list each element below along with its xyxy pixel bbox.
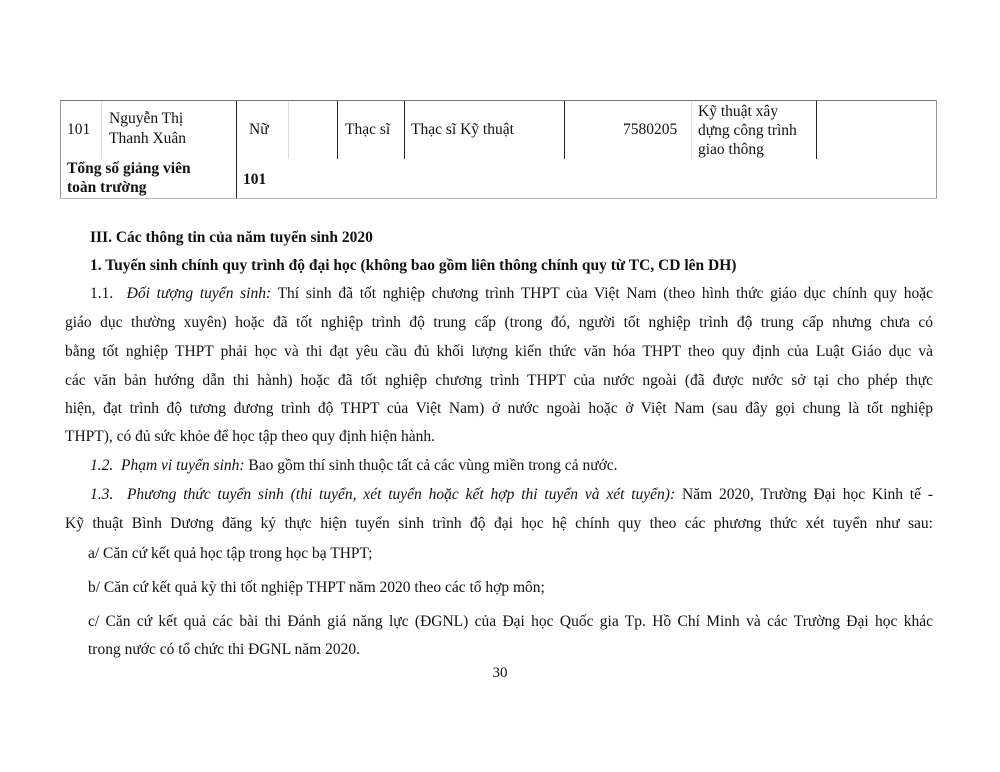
row-major-line3: giao thông [698,141,764,158]
column-divider [236,101,237,198]
lecturer-table [60,100,937,199]
paragraph-text: Năm 2020, Trường Đại học Kinh tế - [675,486,934,503]
column-divider [691,101,692,159]
section-subheading: 1. Tuyển sinh chính quy trình độ đại học (không bao gồm liên thông chính quy từ TC, CD lên DH) [90,257,737,274]
paragraph-number: 1.3. [90,486,114,503]
method-c-line1: c/ Căn cứ kết quả các bài thi Đánh giá năng lực (ĐGNL) của Đại học Quốc gia Tp. Hồ Chí Minh và các Trường Đại học khác [88,613,933,630]
column-divider [288,101,289,159]
paragraph-1-3-line2: Kỹ thuật Bình Dương đăng ký thực hiện tuyển sinh trình độ đại học hệ chính quy theo các phương thức xét tuyển như sau: [65,515,933,532]
total-label-line2: toàn trường [67,179,147,196]
paragraph-title: Đối tượng tuyển sinh: [126,285,272,302]
paragraph-text: Bao gồm thí sinh thuộc tất cả các vùng miền trong cả nước. [244,457,618,474]
paragraph-number: 1.1. [90,285,114,302]
column-divider [101,101,102,159]
row-name-line1: Nguyễn Thị [109,110,184,127]
paragraph-title: Phạm vi tuyển sinh: [121,457,245,474]
paragraph-number: 1.2. [90,457,114,474]
column-divider [816,101,817,159]
method-a: a/ Căn cứ kết quả học tập trong học bạ THPT; [88,545,373,562]
row-degree: Thạc sĩ [345,121,391,138]
paragraph-1-1-line3: bằng tốt nghiệp THPT phải học và thi đạt yêu cầu đủ khối lượng kiến thức văn hóa THPT theo quy định của Luật Giáo dục và [65,343,933,360]
row-stt: 101 [67,121,91,138]
page-number: 30 [492,665,508,681]
paragraph-1-1-line5: hiện, đạt trình độ tương đương trình độ THPT của Việt Nam) ở nước ngoài hoặc ở Việt Nam (sau đây gọi chung là tốt nghiệp [65,400,933,417]
paragraph-1-1-line2: giáo dục thường xuyên) hoặc đã tốt nghiệp trình độ trung cấp (trong đó, người tốt nghiệp trình độ trung cấp nhưng chưa có [65,314,933,331]
row-degree-detail: Thạc sĩ Kỹ thuật [411,121,514,138]
row-major-code: 7580205 [623,121,678,138]
paragraph-1-1-line6: THPT), có đủ sức khỏe để học tập theo quy định hiện hành. [65,428,435,445]
method-c-line2: trong nước có tổ chức thi ĐGNL năm 2020. [88,641,360,658]
row-major-line1: Kỹ thuật xây [698,103,779,120]
paragraph-title: Phương thức tuyển sinh (thi tuyển, xét tuyển hoặc kết hợp thi tuyển và xét tuyển): [126,486,676,503]
section-heading: III. Các thông tin của năm tuyển sinh 2020 [90,229,373,246]
total-value: 101 [243,171,267,188]
row-major-line2: dựng công trình [698,122,797,139]
column-divider [564,101,565,159]
row-name-line2: Thanh Xuân [109,130,187,147]
paragraph-1-1-line1 [90,284,933,303]
row-gender: Nữ [249,121,269,138]
column-divider [404,101,405,159]
paragraph-1-1-line4: các văn bản hướng dẫn thi hành) hoặc đã tốt nghiệp chương trình THPT của nước ngoài (đã được nước sở tại cho phép thực [65,372,933,389]
paragraph-1-2 [90,456,958,475]
paragraph-text: Thí sinh đã tốt nghiệp chương trình THPT của Việt Nam (theo hình thức giáo dục chính quy hoặc [271,285,933,302]
column-divider [337,101,338,159]
method-b: b/ Căn cứ kết quả kỳ thi tốt nghiệp THPT năm 2020 theo các tổ hợp môn; [88,579,545,596]
total-label-line1: Tổng số giảng viên [67,160,191,177]
paragraph-1-3-line1 [90,485,933,504]
